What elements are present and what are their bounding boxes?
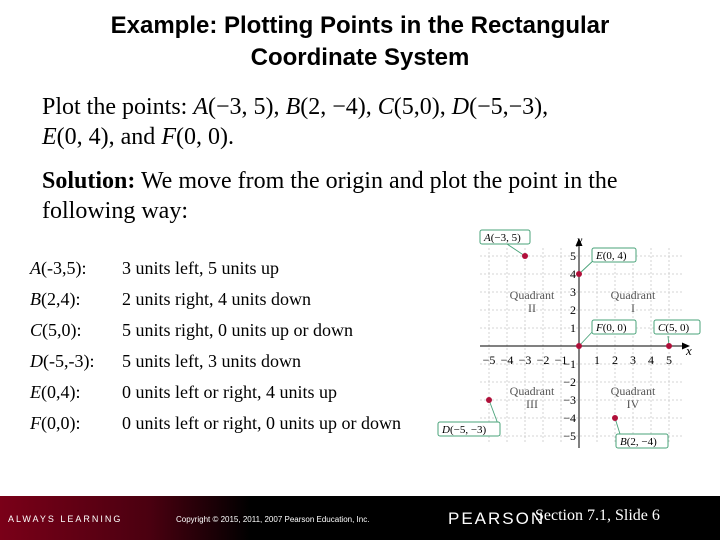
slide-title — [0, 10, 720, 74]
point-f — [576, 343, 582, 349]
solution-text: Solution: We move from the origin and plot the point in the following way: — [42, 168, 618, 224]
copyright-text: Copyright © 2015, 2011, 2007 Pearson Education, Inc. — [176, 515, 370, 524]
quadrant-label: Quadrant II — [509, 288, 555, 315]
x-tick-label: −3 — [518, 353, 532, 367]
always-learning-text: ALWAYS LEARNING — [8, 514, 123, 524]
point-b — [612, 415, 618, 421]
footer-bar — [0, 496, 720, 540]
x-tick-label: −2 — [536, 353, 550, 367]
point-d — [486, 397, 492, 403]
point-c — [666, 343, 672, 349]
x-tick-label: −5 — [482, 353, 496, 367]
point-label-f — [592, 320, 636, 334]
svg-text:E(0, 4): E(0, 4) — [596, 250, 627, 262]
svg-text:C(5, 0): C(5, 0) — [658, 322, 690, 334]
quadrant-label: Quadrant IV — [610, 384, 656, 411]
y-tick-label: −1 — [563, 357, 576, 371]
y-tick-label: 5 — [570, 249, 576, 263]
solution-label: Solution: — [42, 168, 136, 194]
point-e — [576, 271, 582, 277]
point-label-d — [438, 422, 500, 436]
leader-line — [489, 400, 498, 424]
y-tick-label: −4 — [563, 411, 576, 425]
x-tick-label: 5 — [666, 353, 672, 367]
point-label-e — [592, 248, 636, 262]
y-tick-label: 4 — [570, 267, 576, 281]
x-tick-label: 1 — [594, 353, 600, 367]
problem-statement: Plot the points: A(−3, 5), B(2, −4), C(5,0), D(−5,−3), E(0, 4), and F(0, 0). — [42, 94, 549, 150]
x-tick-label: 4 — [648, 353, 654, 367]
coordinate-plane — [432, 226, 720, 464]
svg-text:D(−5, −3): D(−5, −3) — [442, 424, 487, 436]
x-tick-label: −1 — [554, 353, 568, 367]
quadrant-label: Quadrant III — [509, 384, 555, 411]
pearson-logo: PEARSON — [448, 509, 546, 528]
y-tick-label: −3 — [563, 393, 576, 407]
svg-text:A(−3, 5): A(−3, 5) — [484, 232, 521, 244]
y-tick-label: 3 — [570, 285, 576, 299]
x-tick-label: 3 — [630, 353, 636, 367]
x-tick-label: −4 — [500, 353, 514, 367]
title-line-2: Coordinate System — [250, 44, 470, 71]
x-axis-label: x — [686, 343, 692, 358]
y-tick-label: −2 — [563, 375, 576, 389]
quadrant-label: Quadrant I — [610, 288, 656, 315]
point-a — [522, 253, 528, 259]
y-tick-label: 1 — [570, 321, 576, 335]
point-label-a — [480, 230, 530, 244]
point-label-b — [616, 434, 668, 448]
svg-text:B(2, −4): B(2, −4) — [620, 436, 657, 448]
y-axis-label: y — [577, 233, 583, 247]
x-tick-label: 2 — [612, 353, 618, 367]
slide-number: Section 7.1, Slide 6 — [535, 507, 660, 524]
y-tick-label: 2 — [570, 303, 576, 317]
title-line-1: Example: Plotting Points in the Rectangular — [110, 12, 610, 39]
svg-text:F(0, 0): F(0, 0) — [596, 322, 627, 334]
y-tick-label: −5 — [563, 429, 576, 443]
point-label-c — [654, 320, 700, 334]
